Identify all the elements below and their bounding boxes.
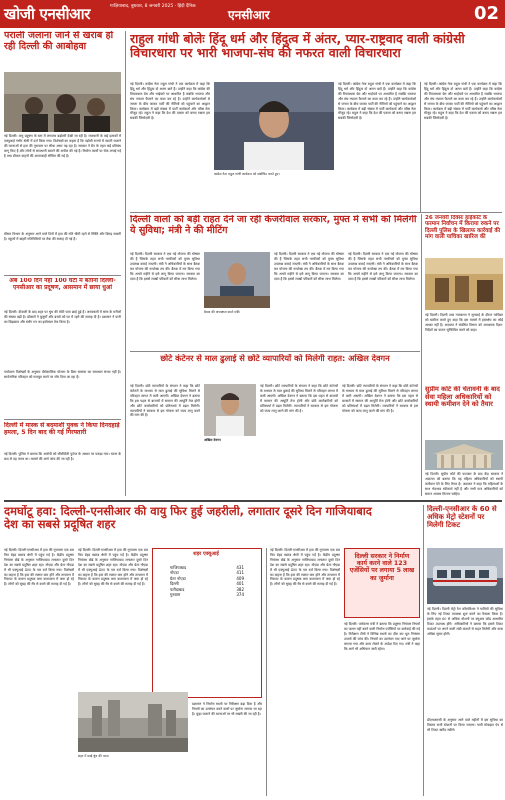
crime-body: नई दिल्ली। पुलिस ने बताया कि आरोपी को सीसीटीवी फुटेज के आधार पर पकड़ा गया। घटना के बाद से वह फरार था। मामले की आगे जांच की जा रही है। [4,452,121,461]
kejriwal-headline: दिल्ली वालों को बड़ी राहत देने जा रही केजरीवाल सरकार, मुफ्त में सभी को मिलेगी ये सुविधा; मंत्री ने की मीटिंग [130,215,417,236]
table-row [167,592,247,597]
crime-headline-box [4,422,121,450]
aqi-value: 401 [236,581,244,587]
kejriwal-body-col4: नई दिल्ली। दिल्ली सरकार ने एक नई योजना की घोषणा की है जिसके तहत सभी नागरिकों को मुफ्त सुविधा उपलब्ध कराई जाएगी। मंत्री ने अधिकारियों के साथ बैठक कर योजना की रूपरेखा तय की। बैठक में तय किया गया कि अगले महीने से इसे लागू किया जाएगा। सरकार का दावा है कि इससे लाखों परिवारों को सीधा लाभ मिलेगा। [348,252,418,281]
fine-headline-box [344,548,420,618]
pollution-caption: शहर में छाई धुंध की परत। [78,754,110,758]
supreme-headline-box [425,386,503,438]
aqi-table [167,565,247,597]
flood-headline: पराली जलाना जाने से खराब हो रही दिल्ली की आबोहवा [4,31,114,52]
heater-caption: नई दिल्ली। दिल्ली उच्च न्यायालय ने सुनवाई के दौरान याचिका को खारिज करते हुए कहा कि इस मामले में हस्तक्षेप का कोई आधार नहीं है। अदालत ने संबंधित विभाग को आवश्यक दिशा-निर्देशों का पालन सुनिश्चित करने को कहा। [425,313,503,332]
supreme-photo [425,440,503,470]
pollution-body-col5: नई दिल्ली। दिल्ली-एनसीआर में हवा की गुणवत्ता एक बार फिर बेहद खराब श्रेणी में पहुंच गई है। केंद्रीय प्रदूषण नियंत्रण बोर्ड के अनुसार गाजियाबाद लगातार दूसरे दिन देश का सबसे प्रदूषित शहर रहा। नोएडा और ग्रेटर नोएडा में भी एक्यूआई 400 के पार दर्ज किया गया। विशेषज्ञों का कहना है कि हवा की रफ्तार कम होने और तापमान में गिरावट के कारण प्रदूषक कण वातावरण में जमा हो रहे हैं। लोगों को सुबह की सैर से बचने की सलाह दी गई है। [270,548,340,587]
heater-photo [425,258,503,310]
trees-body-2: पर्यावरण विशेषज्ञों के अनुसार दीर्घकालिक योजना के बिना समस्या का समाधान संभव नहीं है। सार्वजनिक परिवहन को मजबूत करने पर जोर दिया जा रहा है। [4,370,121,379]
metro-body-2: डीएमआरसी के अनुसार आने वाले महीनों में इस सुविधा का विस्तार सभी स्टेशनों पर किया जाएगा। यात्री मोबाइल ऐप से भी टिकट खरीद सकेंगे। [427,718,503,732]
supreme-body: नई दिल्ली। सुप्रीम कोर्ट की फटकार के बाद केंद्र सरकार ने अदालत को बताया कि वह महिला अधिकारियों को स्थायी कमीशन देने के लिए तैयार है। अदालत ने कहा कि महिलाओं के साथ भेदभाव स्वीकार्य नहीं है और सभी पात्र अधिकारियों को समान अवसर मिलना चाहिए। [425,472,503,496]
rahul-body: नई दिल्ली। कांग्रेस नेता राहुल गांधी ने एक कार्यक्रम में कहा कि हिंदू धर्म और हिंदुत्व दो अलग बातें हैं। उन्होंने कहा कि कांग्रेस की विचारधारा प्रेम और भाईचारे पर आधारित है जबकि भाजपा और संघ नफरत फैलाने का काम कर रहे हैं। उन्होंने कार्यकर्ताओं से जनता के बीच जाकर पार्टी की नीतियों को पहुंचाने का आह्वान किया। कार्यक्रम में बड़ी संख्या में पार्टी कार्यकर्ता और वरिष्ठ नेता मौजूद रहे। राहुल ने कहा कि देश की एकता को बनाए रखना हम सबकी जिम्मेदारी है। [130,82,210,121]
trees-headline: अब 100 दिन नहीं 100 घंटों में बताना दिल्ली-एनसीआर का प्रदूषण, आसमान में छाया धुआं [9,278,116,291]
aqi-city: दिल्ली [170,581,179,587]
aqi-city: गाजियाबाद [170,565,187,570]
aqi-box [152,548,262,698]
traders-headline-box [130,354,420,382]
heater-headline: 26 जनवरी दिवसः हाईकोर्ट के फरमान निर्वाचन में किराया रुकने पर दिल्ली पुलिस के खिलाफ कार्रवाई की मांग वाली याचिका खारिज की [425,215,501,241]
rahul-headline-box [130,32,502,78]
pollution-headline: दमघोंटू हवा: दिल्ली-एनसीआर की वायु फिर हुई जहरीली, लगातार दूसरे दिन गाजियाबाद देश का सबसे प्रदूषित शहर [4,505,372,532]
kejriwal-photo [204,252,270,308]
kejriwal-body: नई दिल्ली। दिल्ली सरकार ने एक नई योजना की घोषणा की है जिसके तहत सभी नागरिकों को मुफ्त सुविधा उपलब्ध कराई जाएगी। मंत्री ने अधिकारियों के साथ बैठक कर योजना की रूपरेखा तय की। बैठक में तय किया गया कि अगले महीने से इसे लागू किया जाएगा। सरकार का दावा है कि इससे लाखों परिवारों को सीधा लाभ मिलेगा। [130,252,200,281]
aqi-value: 411 [236,570,244,576]
kejriwal-headline-box [130,215,420,249]
page-number: 02 [473,3,499,24]
masthead-bar [0,0,505,28]
fine-body: नई दिल्ली। पर्यावरण मंत्री ने बताया कि प्रदूषण नियंत्रण नियमों का पालन नहीं करने वाली निर्माण एजेंसियों पर कार्रवाई की गई है। निरीक्षण टीमों ने विभिन्न स्थलों का दौरा कर धूल नियंत्रण उपायों की जांच की। नियमों का उल्लंघन पाए जाने पर जुर्माना लगाया गया और काम रोकने के आदेश दिए गए। मंत्री ने कहा कि आगे भी अभियान जारी रहेगा। [344,622,420,651]
rahul-headline: राहुल गांधी बोलेः हिंदू धर्म और हिंदुत्व में अंतर, प्यार-राष्ट्रवाद वाली कांग्रेसी विचारधारा पर भारी भाजपा-संघ की नफरत वाली विचारधारा [130,32,465,61]
rahul-body-col2: नई दिल्ली। कांग्रेस नेता राहुल गांधी ने एक कार्यक्रम में कहा कि हिंदू धर्म और हिंदुत्व दो अलग बातें हैं। उन्होंने कहा कि कांग्रेस की विचारधारा प्रेम और भाईचारे पर आधारित है जबकि भाजपा और संघ नफरत फैलाने का काम कर रहे हैं। उन्होंने कार्यकर्ताओं से जनता के बीच जाकर पार्टी की नीतियों को पहुंचाने का आह्वान किया। कार्यक्रम में बड़ी संख्या में पार्टी कार्यकर्ता और वरिष्ठ नेता मौजूद रहे। राहुल ने कहा कि देश की एकता को बनाए रखना हम सबकी जिम्मेदारी है। [338,82,416,121]
flood-photo [4,72,121,132]
fine-headline: दिल्ली सरकार ने निर्माण कार्य करने वाले 123 एजेंसियों पर लगाया 5 लाख का जुर्माना [349,553,415,582]
flood-body: नई दिल्ली। वायु प्रदूषण के स्तर में लगातार बढ़ोतरी देखी जा रही है। राजधानी के कई इलाकों में एक्यूआई गंभीर श्रेणी में दर्ज किया गया। विशेषज्ञों का कहना है कि पड़ोसी राज्यों में पराली जलाने की घटनाओं से हवा की गुणवत्ता पर सीधा असर पड़ रहा है। सरकार ने ग्रैप के तहत कई प्रतिबंध लागू किए हैं और लोगों से सावधानी बरतने की अपील की गई है। निर्माण कार्यों पर रोक लगाई गई है तथा डीजल वाहनों की आवाजाही सीमित की गई है। [4,134,121,158]
aqi-value: 431 [236,565,244,570]
traders-caption: अखिल देवगन [204,438,221,442]
traders-body-col3: नई दिल्ली। छोटे व्यापारियों के संगठन ने कहा कि छोटे कंटेनरों के माध्यम से माल ढुलाई की सुविधा मिलने से परिवहन लागत में कमी आएगी। अखिल देवगन ने बताया कि इस पहल से बाजारों में सामान की आपूर्ति तेज होगी और छोटे कारोबारियों को प्रतिस्पर्धा में बढ़त मिलेगी। व्यापारियों ने सरकार से इस योजना को जल्द लागू करने की मांग की है। [342,384,418,413]
traders-headline: छोटे कंटेनर से माल ढुलाई से छोटे व्यापारियों को मिलेगी राहत: अखिल देवगन [160,354,390,363]
trees-body: नई दिल्ली। दीवाली के बाद शहर पर धुंध की मोटी परत छाई हुई है। अस्पतालों में सांस के मरीजों की संख्या बढ़ी है। डॉक्टरों ने बुजुर्गों और बच्चों को घर में रहने की सलाह दी है। प्रशासन ने पानी का छिड़काव और स्मॉग गन का इस्तेमाल तेज किया है। [4,310,121,324]
traders-body: नई दिल्ली। छोटे व्यापारियों के संगठन ने कहा कि छोटे कंटेनरों के माध्यम से माल ढुलाई की सुविधा मिलने से परिवहन लागत में कमी आएगी। अखिल देवगन ने बताया कि इस पहल से बाजारों में सामान की आपूर्ति तेज होगी और छोटे कारोबारियों को प्रतिस्पर्धा में बढ़त मिलेगी। व्यापारियों ने सरकार से इस योजना को जल्द लागू करने की मांग की है। [130,384,200,418]
metro-headline: दिल्ली-एनसीआर के 60 से अधिक मेट्रो स्टेशनों पर मिलेगी टिकट [427,505,497,530]
rahul-body-col3: नई दिल्ली। कांग्रेस नेता राहुल गांधी ने एक कार्यक्रम में कहा कि हिंदू धर्म और हिंदुत्व दो अलग बातें हैं। उन्होंने कहा कि कांग्रेस की विचारधारा प्रेम और भाईचारे पर आधारित है जबकि भाजपा और संघ नफरत फैलाने का काम कर रहे हैं। उन्होंने कार्यकर्ताओं से जनता के बीच जाकर पार्टी की नीतियों को पहुंचाने का आह्वान किया। कार्यक्रम में बड़ी संख्या में पार्टी कार्यकर्ता और वरिष्ठ नेता मौजूद रहे। राहुल ने कहा कि देश की एकता को बनाए रखना हम सबकी जिम्मेदारी है। [424,82,502,121]
kejriwal-body-col3: नई दिल्ली। दिल्ली सरकार ने एक नई योजना की घोषणा की है जिसके तहत सभी नागरिकों को मुफ्त सुविधा उपलब्ध कराई जाएगी। मंत्री ने अधिकारियों के साथ बैठक कर योजना की रूपरेखा तय की। बैठक में तय किया गया कि अगले महीने से इसे लागू किया जाएगा। सरकार का दावा है कि इससे लाखों परिवारों को सीधा लाभ मिलेगा। [274,252,344,281]
flood-body-2: मौसम विभाग के अनुसार आने वाले दिनों में हवा की गति धीमी रहने से स्थिति और बिगड़ सकती है। स्कूलों में बाहरी गतिविधियों पर रोक की सलाह दी गई है। [4,232,121,241]
aqi-value: 382 [236,586,244,592]
aqi-city: नोएडा [170,570,179,576]
pollution-headline-box [4,505,376,545]
aqi-value: 374 [236,592,244,598]
aqi-city: फरीदाबाद [170,586,185,592]
aqi-value: 409 [236,575,244,581]
rahul-caption: कांग्रेस नेता राहुल गांधी कार्यक्रम को संबोधित करते हुए। [214,172,280,176]
date-line: गाज़ियाबाद, बुधवार, 8 जनवरी 2025 · हिंदी दैनिक [110,4,196,9]
aqi-city: गुरुग्राम [170,592,181,598]
kejriwal-caption: बैठक की अध्यक्षता करते मंत्री। [204,310,241,314]
flood-headline-box [4,31,121,71]
section-title: एनसीआर [228,8,270,22]
aqi-box-title: शहर एक्यूआई [193,551,219,557]
pollution-body-col2: नई दिल्ली। दिल्ली-एनसीआर में हवा की गुणवत्ता एक बार फिर बेहद खराब श्रेणी में पहुंच गई है। केंद्रीय प्रदूषण नियंत्रण बोर्ड के अनुसार गाजियाबाद लगातार दूसरे दिन देश का सबसे प्रदूषित शहर रहा। नोएडा और ग्रेटर नोएडा में भी एक्यूआई 400 के पार दर्ज किया गया। विशेषज्ञों का कहना है कि हवा की रफ्तार कम होने और तापमान में गिरावट के कारण प्रदूषक कण वातावरण में जमा हो रहे हैं। लोगों को सुबह की सैर से बचने की सलाह दी गई है। [78,548,148,587]
traders-body-col2: नई दिल्ली। छोटे व्यापारियों के संगठन ने कहा कि छोटे कंटेनरों के माध्यम से माल ढुलाई की सुविधा मिलने से परिवहन लागत में कमी आएगी। अखिल देवगन ने बताया कि इस पहल से बाजारों में सामान की आपूर्ति तेज होगी और छोटे कारोबारियों को प्रतिस्पर्धा में बढ़त मिलेगी। व्यापारियों ने सरकार से इस योजना को जल्द लागू करने की मांग की है। [260,384,338,413]
pollution-body-2: प्रशासन ने निर्माण स्थलों पर निरीक्षण बढ़ा दिया है और नियमों का उल्लंघन करने वालों पर जुर्माना लगाया जा रहा है। कूड़ा जलाने की घटनाओं पर भी सख्ती की जा रही है। [192,702,262,716]
pollution-body: नई दिल्ली। दिल्ली-एनसीआर में हवा की गुणवत्ता एक बार फिर बेहद खराब श्रेणी में पहुंच गई है। केंद्रीय प्रदूषण नियंत्रण बोर्ड के अनुसार गाजियाबाद लगातार दूसरे दिन देश का सबसे प्रदूषित शहर रहा। नोएडा और ग्रेटर नोएडा में भी एक्यूआई 400 के पार दर्ज किया गया। विशेषज्ञों का कहना है कि हवा की रफ्तार कम होने और तापमान में गिरावट के कारण प्रदूषक कण वातावरण में जमा हो रहे हैं। लोगों को सुबह की सैर से बचने की सलाह दी गई है। [4,548,74,587]
pollution-photo [78,692,188,752]
crime-headline: दिल्ली में मास्क से बदमाशी युवक ने किया दिनदहाड़े हमला, 5 दिन बाद की गई गिरफ्तारी [4,422,120,437]
traders-photo [204,384,256,436]
trees-headline-box [4,278,121,306]
metro-photo [427,548,503,604]
metro-body: नई दिल्ली। दिल्ली मेट्रो रेल कॉरपोरेशन ने यात्रियों की सुविधा के लिए नई टिकट व्यवस्था शुरू करने का फैसला किया है। इसके तहत 60 से अधिक स्टेशनों पर क्यूआर कोड आधारित टिकट उपलब्ध होंगे। अधिकारियों ने बताया कि इससे टिकट काउंटरों पर लगने वाली लंबी कतारों से राहत मिलेगी और यात्रा अधिक सुगम होगी। [427,607,503,636]
metro-headline-box [427,505,503,545]
heater-headline-box [425,215,503,255]
supreme-headline: सुप्रीम कोर्ट की चेतावनी के बाद सेवा महिला अधिकारियों को स्थायी कमीशन देने को तैयार [425,386,500,409]
rahul-photo [214,82,334,170]
masthead-title: खोजी एनसीआर [4,5,91,23]
aqi-city: ग्रेटर नोएडा [170,575,186,581]
